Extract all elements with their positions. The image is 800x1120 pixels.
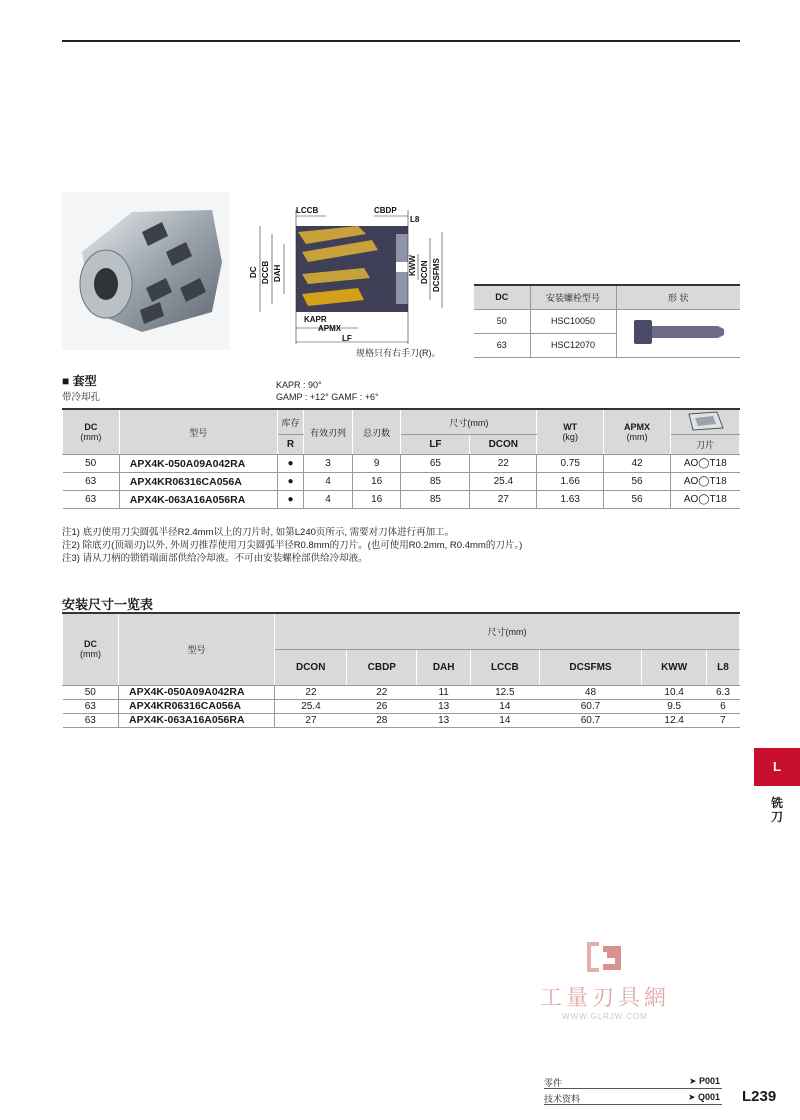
cell-lf: 65 [401,455,470,473]
cell-cbdp: 28 [347,713,417,727]
label-apmx: APMX [318,324,342,333]
table-row [63,455,740,473]
header-model: 型号 [119,409,277,455]
watermark-text: 工量刃具網 [539,985,670,1010]
cell-lccb: 14 [471,713,539,727]
table-row [63,699,740,713]
note-2: 注2) 除底刃(顶端刃)以外, 外周刃推荐使用刀尖圆弧半径R0.8mm的刀片。(也可使用R0.2mm, R0.4mm的刀片。) [62,540,523,551]
cell-dc: 63 [63,491,120,509]
cell-lf: 85 [401,491,470,509]
label-dcsfms: DCSFMS [432,258,441,292]
cell-kww: 12.4 [642,713,706,727]
screw-header-model: 安装螺栓型号 [530,285,616,309]
screw-header-dc: DC [474,285,530,309]
label-kapr: KAPR [304,315,327,324]
cell-dcon: 22 [470,455,537,473]
cell-total: 16 [352,491,401,509]
screw-shape-cell [616,309,740,357]
cell-wt: 0.75 [537,455,604,473]
screw-model: HSC12070 [530,333,616,357]
table-row [474,309,740,333]
cell-kww: 9.5 [642,699,706,713]
label-dc: DC [249,266,258,278]
cell-wt: 1.66 [537,473,604,491]
cell-model: APX4K-063A16A056RA [119,713,275,727]
cell-l8: 6.3 [706,685,739,699]
cell-eff: 4 [304,491,353,509]
cell-dcsfms: 48 [539,685,642,699]
cell-model: APX4KR06316CA056A [119,699,275,713]
footer-ref: ➤ P001 [688,1076,720,1086]
screw-dc: 63 [474,333,530,357]
cell-cbdp: 26 [347,699,417,713]
cell-eff: 4 [304,473,353,491]
cell-apmx: 56 [604,473,671,491]
cell-model: APX4K-050A09A042RA [119,685,275,699]
cell-dcsfms: 60.7 [539,699,642,713]
product-photo [62,192,230,350]
header-lf: LF [401,435,470,455]
footer-link-parts[interactable] [544,1075,722,1089]
header-wt: WT (kg) [537,409,604,455]
cell-model: APX4K-050A09A042RA [119,455,277,473]
header-teeth-total: 总刃数 [352,409,401,455]
cell-lf: 85 [401,473,470,491]
cell-dcsfms: 60.7 [539,713,642,727]
cell-dcon: 25.4 [470,473,537,491]
header-model: 型号 [119,613,275,685]
cell-dcon: 27 [470,491,537,509]
footer-link-tech[interactable] [544,1091,722,1105]
cell-cbdp: 22 [347,685,417,699]
page-number: L239 [742,1088,777,1105]
cell-lccb: 12.5 [471,685,539,699]
screw-model: HSC10050 [530,309,616,333]
cell-wt: 1.63 [537,491,604,509]
label-lccb: LCCB [296,206,319,215]
cell-l8: 7 [706,713,739,727]
footer-label: 零件 [544,1078,563,1088]
cell-stock: ● [277,455,303,473]
header-lccb: LCCB [471,649,539,685]
label-dcon: DCON [420,260,429,284]
product-table [62,408,740,509]
section-title-mount: 安装尺寸一览表 [62,597,154,612]
header-teeth-eff: 有效刃列 [304,409,353,455]
screw-table [474,284,740,358]
cell-dc: 63 [63,713,119,727]
insert-icon [683,410,727,432]
watermark-logo-icon [583,940,627,974]
header-kww: KWW [642,649,706,685]
header-stock: 库存 [277,409,303,435]
cell-total: 16 [352,473,401,491]
header-dah: DAH [417,649,471,685]
cell-insert: AO◯T18 [671,491,740,509]
param-gamp: GAMP : +12° GAMF : +6° [276,392,379,402]
notes [62,526,740,565]
bolt-icon [630,317,726,347]
table-row [63,473,740,491]
cell-dcon: 22 [275,685,347,699]
label-kww: KWW [408,255,417,276]
cell-dcon: 27 [275,713,347,727]
header-insert-image [671,409,740,435]
header-stock-r: R [277,435,303,455]
dimension-diagram [246,204,462,360]
header-apmx: APMX (mm) [604,409,671,455]
cell-dc: 63 [63,699,119,713]
cell-insert: AO◯T18 [671,473,740,491]
section-title-type: ■ 套型 [62,374,97,388]
header-dc: DC (mm) [63,613,119,685]
cell-dc: 63 [63,473,120,491]
footer-label: 技术资料 [544,1094,581,1104]
cell-lccb: 14 [471,699,539,713]
watermark-url: WWW.GLRJW.COM [562,1012,648,1021]
label-lf: LF [342,334,352,343]
top-rule [62,40,740,42]
cell-total: 9 [352,455,401,473]
cell-insert: AO◯T18 [671,455,740,473]
section-subtitle: 带冷却孔 [62,392,101,403]
cell-eff: 3 [304,455,353,473]
cell-kww: 10.4 [642,685,706,699]
label-dah: DAH [273,264,282,282]
cell-dc: 50 [63,685,119,699]
watermark [520,940,690,1021]
header-dcon: DCON [470,435,537,455]
header-cbdp: CBDP [347,649,417,685]
label-cbdp: CBDP [374,206,397,215]
right-hand-note: 规格只有右手刀(R)。 [356,348,441,358]
cell-stock: ● [277,473,303,491]
screw-dc: 50 [474,309,530,333]
cell-apmx: 56 [604,491,671,509]
screw-header-shape: 形 状 [616,285,740,309]
header-size: 尺寸(mm) [275,613,740,649]
mount-table [62,612,740,728]
header-dcsfms: DCSFMS [539,649,642,685]
header-size: 尺寸(mm) [401,409,537,435]
section-tab[interactable]: L [754,748,800,786]
label-dccb: DCCB [261,260,270,284]
param-kapr: KAPR : 90° [276,380,322,390]
note-1: 注1) 底刃使用刀尖圆弧半径R2.4mm以上的刀片时, 如第L240页所示, 需要对刀体进行再加工。 [62,527,455,538]
cell-dcon: 25.4 [275,699,347,713]
cell-dc: 50 [63,455,120,473]
cell-apmx: 42 [604,455,671,473]
cell-dah: 13 [417,699,471,713]
header-insert: 刀片 [671,435,740,455]
label-l8: L8 [410,215,420,224]
cell-model: APX4K-063A16A056RA [119,491,277,509]
table-row [63,491,740,509]
footer-ref: ➤ Q001 [687,1092,720,1102]
table-row [63,685,740,699]
cell-stock: ● [277,491,303,509]
header-l8: L8 [706,649,739,685]
cell-l8: 6 [706,699,739,713]
header-dc: DC (mm) [63,409,120,455]
table-row [63,713,740,727]
header-dcon: DCON [275,649,347,685]
note-3: 注3) 请从刀柄的锁销端面部供给冷却液。不可由安装螺栓部供给冷却液。 [62,553,368,564]
section-tab-label: 铣 刀 [770,796,783,824]
cell-dah: 11 [417,685,471,699]
cell-dah: 13 [417,713,471,727]
cell-model: APX4KR06316CA056A [119,473,277,491]
